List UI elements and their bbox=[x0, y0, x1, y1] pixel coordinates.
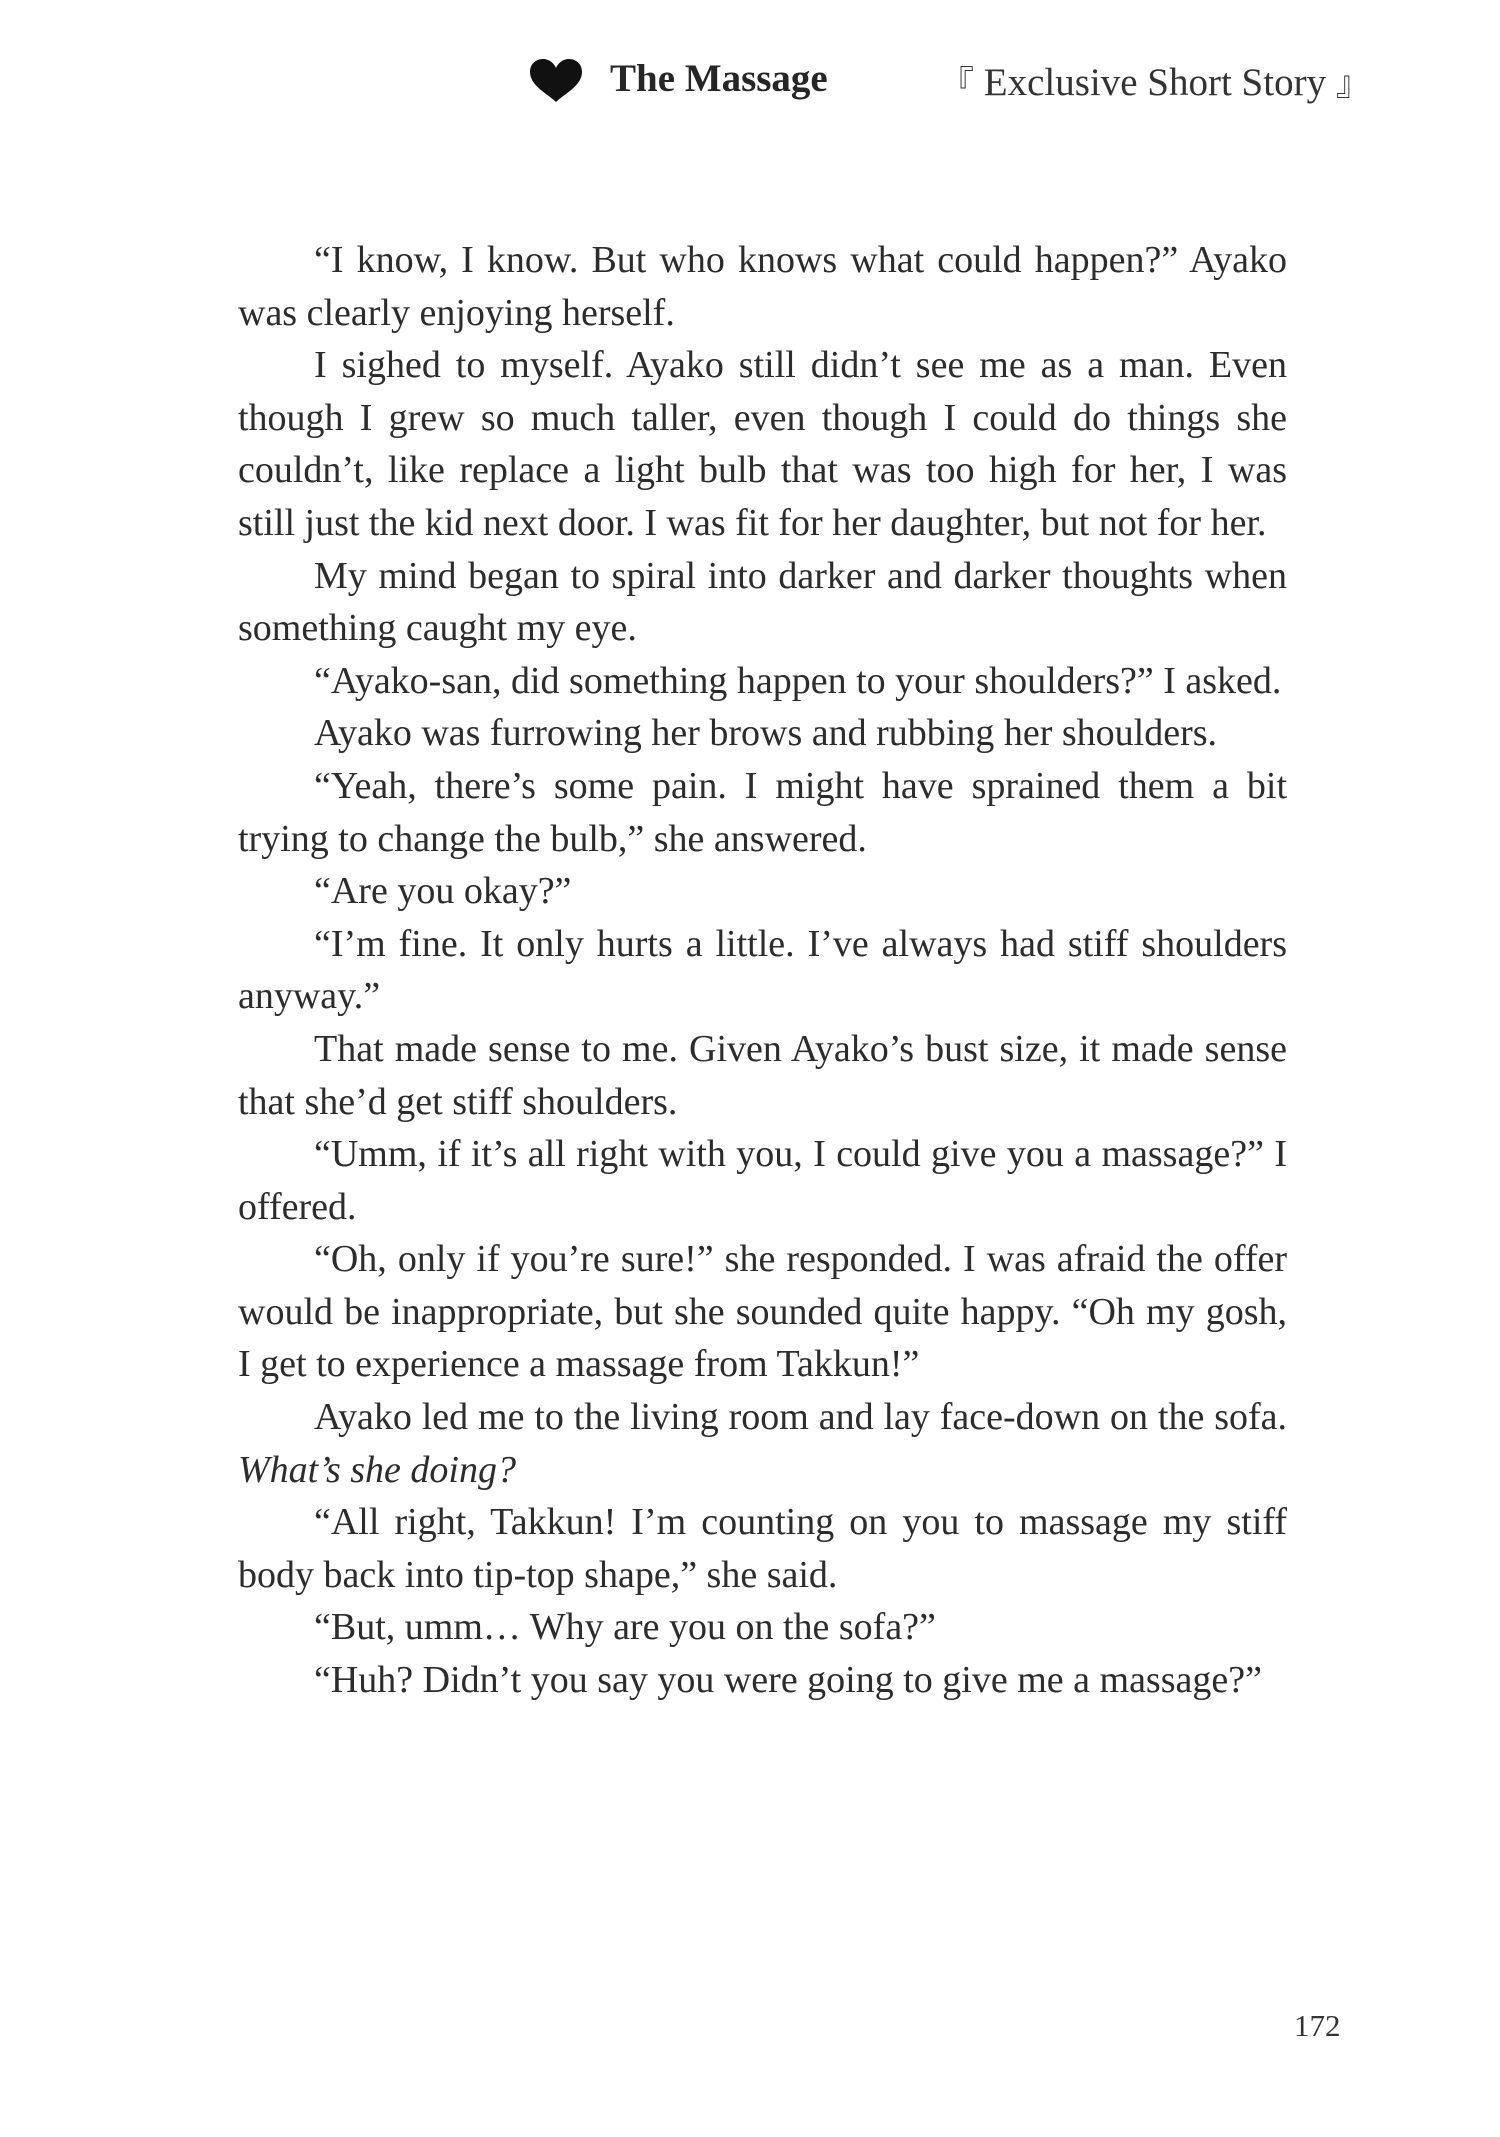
paragraph: “I’m fine. It only hurts a little. I’ve always had stiff shoulders anyway.” bbox=[238, 922, 1287, 1018]
chapter-title: The Massage bbox=[610, 57, 828, 100]
story-body bbox=[238, 234, 1287, 1707]
paragraph: “But, umm… Why are you on the sofa?” bbox=[314, 1606, 936, 1649]
heart-icon bbox=[528, 58, 584, 104]
paragraph-italic-thought: What’s she doing? bbox=[238, 1448, 516, 1491]
paragraph: “Umm, if it’s all right with you, I could give you a massage?” I offered. bbox=[238, 1133, 1287, 1228]
series-label bbox=[940, 56, 1370, 105]
series-close-bracket: 』 bbox=[1335, 66, 1370, 103]
paragraph: “Huh? Didn’t you say you were going to give me a massage?” bbox=[314, 1659, 1262, 1702]
paragraph: I sighed to myself. Ayako still didn’t see me as a man. Even though I grew so much taller, even though I could do things she couldn’t, like replace a light bulb that was too high for her, I was still just the kid next door. I was fit for her daughter, but not for her. bbox=[238, 344, 1287, 544]
paragraph: “Oh, only if you’re sure!” she responded. I was afraid the offer would be inappropriate, but she sounded quite happy. “Oh my gosh, I get to experience a massage from Takkun!” bbox=[238, 1238, 1287, 1386]
paragraph-text: Ayako led me to the living room and lay face-down on the sofa. bbox=[314, 1396, 1287, 1439]
paragraph: Ayako was furrowing her brows and rubbing her shoulders. bbox=[314, 712, 1218, 755]
paragraph: “Are you okay?” bbox=[314, 870, 572, 913]
series-open-bracket: 『 bbox=[940, 66, 974, 103]
series-label-text: Exclusive Short Story bbox=[983, 61, 1327, 104]
paragraph bbox=[238, 1391, 1287, 1496]
running-header bbox=[528, 52, 1388, 112]
paragraph: My mind began to spiral into darker and darker thoughts when something caught my eye. bbox=[238, 554, 1287, 650]
paragraph: “Ayako-san, did something happen to your shoulders?” I asked. bbox=[314, 659, 1282, 702]
paragraph: “All right, Takkun! I’m counting on you to massage my stiff body back into tip-top shape,” she said. bbox=[238, 1501, 1287, 1596]
paragraph: That made sense to me. Given Ayako’s bust size, it made sense that she’d get stiff shoulders. bbox=[238, 1027, 1287, 1123]
paragraph: “I know, I know. But who knows what could happen?” Ayako was clearly enjoying herself. bbox=[238, 239, 1287, 334]
page-number: 172 bbox=[1294, 2008, 1341, 2043]
paragraph: “Yeah, there’s some pain. I might have sprained them a bit trying to change the bulb,” she answered. bbox=[238, 764, 1287, 860]
